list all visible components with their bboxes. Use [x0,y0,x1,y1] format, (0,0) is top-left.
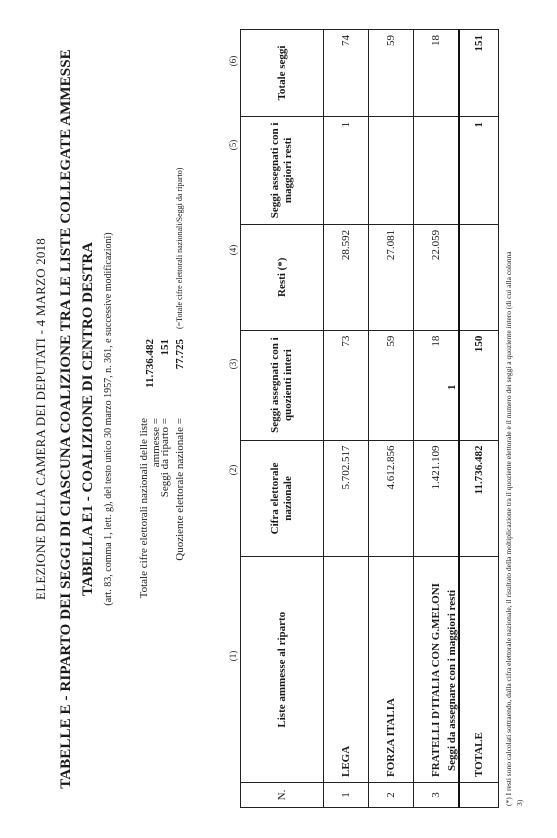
cell-maggiori [369,116,414,224]
total-cifra: 11.736.482 [459,440,499,557]
summary-row-total [137,168,162,638]
summary-block [137,167,187,638]
cell-totale: 74 [324,30,369,117]
cell-cifra: 4.612.856 [369,440,414,557]
table-title: TABELLA E1 - COALIZIONE DI CENTRO DESTRA [80,242,96,596]
summary-label: Quoziente elettorale nazionale = [173,418,186,561]
cell-list-name: LEGA [324,557,369,783]
header-resti: Resti (*) [241,224,324,330]
table-series-title: TABELLE E - RIPARTO DEI SEGGI DI CIASCUNA COALIZIONE TRA LE LISTE COLLEGATE AMMESSE [58,49,74,789]
summary-value: 11.736.482 [143,339,156,388]
cell-totale: 59 [369,30,414,117]
legal-reference: (art. 83, comma 1, lett. g), del testo unico 30 marzo 1957, n. 361, e successive modificazioni) [103,232,114,606]
colnum: (5) [228,139,238,151]
table-row [369,30,414,808]
footnote: (*) I resti sono calcolati sottraendo, dalla cifra elettorale nazionale, il risultato della moltiplicazione tra il quoziente elettorale e il numero dei seggi a quoziente intero (di cui alla colonna 3) [504,251,524,806]
remaining-seats-value: 1 [446,384,458,390]
cell-cifra: 5.702.517 [324,440,369,557]
total-interi: 150 [459,330,499,440]
summary-label: Seggi da riparto = [158,418,171,498]
total-label: TOTALE [459,557,499,783]
header-interi: Seggi assegnati con i quozienti interi [241,330,324,440]
cell-n: 3 [414,783,460,808]
colnum: (6) [228,55,238,67]
cell-resti: 22.059 [414,224,460,330]
cell-list-name: FORZA ITALIA [369,557,414,783]
cell-n: 1 [324,783,369,808]
election-title: ELEZIONE DELLA CAMERA DEI DEPUTATI - 4 MARZO 2018 [33,238,48,600]
colnum: (2) [228,464,238,476]
cell-list-name: FRATELLI D'ITALIA CON G.MELONI [414,557,460,783]
colnum: (1) [228,650,238,662]
quotient-note: (=Totale cifre elettorali nazionali/Seggi da riparto) [175,167,184,329]
total-totale: 151 [459,30,499,117]
cell-interi: 59 [369,330,414,440]
table-header-row [241,30,324,808]
header-totale: Totale seggi [241,30,324,117]
header-maggiori: Seggi assegnati con i maggiori resti [241,116,324,224]
header-cifra: Cifra elettorale nazionale [241,440,324,557]
cell-n: 2 [369,783,414,808]
remaining-seats-label: Seggi da assegnare con i maggiori resti [446,589,458,771]
colnum: (4) [228,244,238,256]
summary-value: 151 [158,339,171,356]
cell-cifra: 1.421.109 [414,440,460,557]
header-liste: Liste ammesse al riparto [241,557,324,783]
cell-maggiori: 1 [324,116,369,224]
header-n: N. [241,783,324,808]
cell-resti: 27.081 [369,224,414,330]
total-resti [459,224,499,330]
summary-label: Totale cifre elettorali nazionali delle liste ammesse = [137,418,162,599]
seat-allocation-table [240,29,499,808]
summary-row-seats [157,168,172,638]
total-maggiori: 1 [459,116,499,224]
cell-interi: 73 [324,330,369,440]
table-row [324,30,369,808]
cell-maggiori [414,116,460,224]
column-numbers [228,0,240,838]
summary-row-quotient [172,168,187,638]
cell-resti: 28.592 [324,224,369,330]
cell-totale: 18 [414,30,460,117]
cell-interi: 18 [414,330,460,440]
colnum: (3) [228,358,238,370]
total-row [459,30,499,808]
summary-value: 77.725 [173,339,186,370]
cell-n [459,783,499,808]
